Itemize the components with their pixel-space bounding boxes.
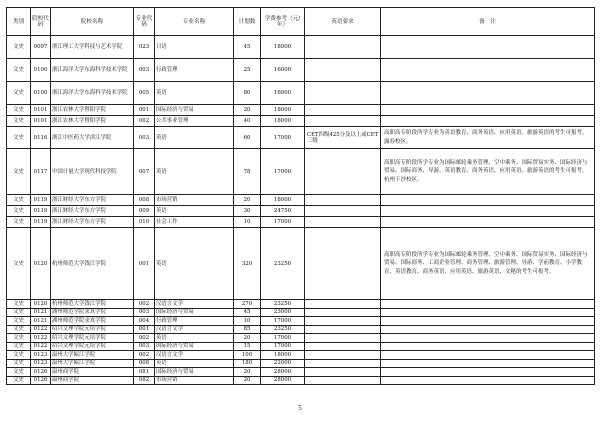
row-tuition: 17000 xyxy=(261,317,305,326)
row-major-code: 001 xyxy=(134,105,155,116)
row-tuition: 28000 xyxy=(261,376,305,385)
row-school-code: 0101 xyxy=(31,116,51,127)
row-english xyxy=(305,195,381,206)
row-plan: 45 xyxy=(234,36,261,59)
table-row xyxy=(7,334,595,343)
row-major-code: 082 xyxy=(134,376,155,385)
row-school-name: 浙江理工大学科技与艺术学院 xyxy=(51,36,134,59)
row-remarks xyxy=(381,368,595,377)
row-english xyxy=(305,105,381,116)
row-school-code: 0097 xyxy=(31,36,51,59)
row-remarks: 高职高专阶段所学专业为国际邮轮乘务管理、空中乘务、国际贸易实务、国际经济与贸易、国际商务、导游、英语教育、商务英语、应用英语、旅游英语的考生可报考。杭州下沙校区。 xyxy=(381,149,595,195)
header-school-code: 院校代码 xyxy=(31,8,51,36)
row-school-name: 浙江农林大学暨阳学院 xyxy=(51,105,134,116)
row-major-name: 英语 xyxy=(155,206,234,217)
row-major-name: 国际经济与贸易 xyxy=(155,368,234,377)
row-plan: 60 xyxy=(234,127,261,149)
row-category: 文史 xyxy=(7,351,31,360)
row-school-code: 0119 xyxy=(31,217,51,228)
row-major-name: 行政管理 xyxy=(155,59,234,82)
row-school-name: 绍兴文理学院元培学院 xyxy=(51,325,134,334)
row-english xyxy=(305,228,381,300)
row-tuition: 17000 xyxy=(261,334,305,343)
row-school-name: 温州商学院 xyxy=(51,376,134,385)
row-english xyxy=(305,82,381,105)
header-plan: 计划数 xyxy=(234,8,261,36)
row-plan: 20 xyxy=(234,105,261,116)
row-category: 文史 xyxy=(7,36,31,59)
row-remarks xyxy=(381,217,595,228)
row-major-code: 023 xyxy=(134,36,155,59)
row-major-name: 公共事业管理 xyxy=(155,116,234,127)
row-major-name: 英语 xyxy=(155,334,234,343)
row-major-code: 007 xyxy=(134,149,155,195)
row-school-code: 0116 xyxy=(31,127,51,149)
row-school-name: 浙江中医药大学滨江学院 xyxy=(51,127,134,149)
row-tuition: 16000 xyxy=(261,59,305,82)
row-tuition: 22000 xyxy=(261,359,305,368)
row-category: 文史 xyxy=(7,82,31,105)
row-school-name: 绍兴文理学院元培学院 xyxy=(51,334,134,343)
row-school-code: 0117 xyxy=(31,149,51,195)
row-category: 文史 xyxy=(7,368,31,377)
row-school-code: 0121 xyxy=(31,317,51,326)
row-english xyxy=(305,36,381,59)
row-english xyxy=(305,116,381,127)
row-major-code: 081 xyxy=(134,368,155,377)
header-major-name: 专业名称 xyxy=(155,8,234,36)
row-school-code: 0121 xyxy=(31,308,51,317)
row-school-name: 温州大学瓯江学院 xyxy=(51,351,134,360)
row-english xyxy=(305,376,381,385)
table-row xyxy=(7,36,595,59)
row-category: 文史 xyxy=(7,300,31,309)
row-major-code: 003 xyxy=(134,342,155,351)
row-major-name: 英语 xyxy=(155,149,234,195)
row-remarks xyxy=(381,376,595,385)
row-remarks: 高职高专阶段所学专业为国际邮轮乘务管理、空中乘务、国际贸易实务、国际经济与贸易、国际商务、工商企业管理、商务管理、旅游管理、导游、学前教育、小学教育、英语教育、商务英语、应用英语、旅游英语、文秘的考生可报考。 xyxy=(381,228,595,300)
row-remarks xyxy=(381,317,595,326)
row-major-name: 英语 xyxy=(155,127,234,149)
row-plan: 10 xyxy=(234,317,261,326)
row-major-name: 汉语言文学 xyxy=(155,325,234,334)
row-plan: 78 xyxy=(234,149,261,195)
row-school-name: 温州大学瓯江学院 xyxy=(51,359,134,368)
row-major-name: 市场营销 xyxy=(155,195,234,206)
row-category: 文史 xyxy=(7,105,31,116)
row-remarks xyxy=(381,359,595,368)
table-row xyxy=(7,206,595,217)
row-english xyxy=(305,217,381,228)
table-row xyxy=(7,351,595,360)
row-plan: 20 xyxy=(234,368,261,377)
row-school-code: 0126 xyxy=(31,368,51,377)
row-remarks xyxy=(381,351,595,360)
row-major-code: 009 xyxy=(134,206,155,217)
row-major-code: 003 xyxy=(134,308,155,317)
row-major-name: 英语 xyxy=(155,228,234,300)
row-remarks xyxy=(381,36,595,59)
row-remarks xyxy=(381,105,595,116)
row-category: 文史 xyxy=(7,325,31,334)
row-plan: 10 xyxy=(234,217,261,228)
row-major-code: 002 xyxy=(134,351,155,360)
row-english xyxy=(305,300,381,309)
row-school-code: 0100 xyxy=(31,82,51,105)
row-major-code: 003 xyxy=(134,59,155,82)
header-school-name: 院校名称 xyxy=(51,8,134,36)
table-row xyxy=(7,105,595,116)
row-remarks xyxy=(381,334,595,343)
row-plan: 180 xyxy=(234,359,261,368)
row-tuition: 16000 xyxy=(261,82,305,105)
row-plan: 25 xyxy=(234,59,261,82)
admission-table-sheet xyxy=(6,7,594,385)
page-number: 5 xyxy=(298,404,302,412)
row-remarks xyxy=(381,116,595,127)
table-row xyxy=(7,195,595,206)
row-remarks: 高职高专阶段所学专业为英语教育、商务英语、应用英语、旅游英语的考生可报考。露券校区。 xyxy=(381,127,595,149)
row-tuition: 23250 xyxy=(261,300,305,309)
row-plan: 20 xyxy=(234,195,261,206)
row-major-code: 003 xyxy=(134,127,155,149)
table-row xyxy=(7,59,595,82)
row-school-name: 浙江财经大学东方学院 xyxy=(51,195,134,206)
row-plan: 30 xyxy=(234,206,261,217)
row-category: 文史 xyxy=(7,206,31,217)
row-school-name: 湖州师范学院求真学院 xyxy=(51,308,134,317)
header-tuition: 学费参考（元/年） xyxy=(261,8,305,36)
table-body xyxy=(7,36,595,385)
row-plan: 40 xyxy=(234,116,261,127)
row-category: 文史 xyxy=(7,334,31,343)
row-major-code: 004 xyxy=(134,317,155,326)
row-school-code: 0123 xyxy=(31,351,51,360)
row-remarks xyxy=(381,308,595,317)
table-row xyxy=(7,300,595,309)
table-row xyxy=(7,368,595,377)
row-tuition: 23250 xyxy=(261,228,305,300)
row-major-name: 汉语言文学 xyxy=(155,300,234,309)
row-school-name: 浙江海洋大学东海科学技术学院 xyxy=(51,59,134,82)
row-category: 文史 xyxy=(7,228,31,300)
header-row xyxy=(7,8,595,36)
row-remarks xyxy=(381,195,595,206)
row-major-name: 日语 xyxy=(155,36,234,59)
row-plan: 20 xyxy=(234,376,261,385)
row-tuition: 18000 xyxy=(261,351,305,360)
row-major-name: 英语 xyxy=(155,82,234,105)
row-major-name: 国际经济与贸易 xyxy=(155,308,234,317)
row-plan: 80 xyxy=(234,82,261,105)
table-row xyxy=(7,127,595,149)
row-school-name: 湖州师范学院求真学院 xyxy=(51,317,134,326)
row-category: 文史 xyxy=(7,359,31,368)
row-major-name: 汉语言文学 xyxy=(155,351,234,360)
header-english: 英语要求 xyxy=(305,8,381,36)
row-school-code: 0122 xyxy=(31,325,51,334)
row-tuition: 18000 xyxy=(261,105,305,116)
row-tuition: 17000 xyxy=(261,127,305,149)
row-tuition: 18000 xyxy=(261,36,305,59)
row-plan: 85 xyxy=(234,325,261,334)
row-major-code: 005 xyxy=(134,82,155,105)
row-plan: 270 xyxy=(234,300,261,309)
row-major-name: 市场营销 xyxy=(155,376,234,385)
row-school-name: 浙江财经大学东方学院 xyxy=(51,217,134,228)
row-school-code: 0101 xyxy=(31,105,51,116)
row-school-code: 0119 xyxy=(31,195,51,206)
header-major-code: 专业代码 xyxy=(134,8,155,36)
row-english xyxy=(305,334,381,343)
row-english xyxy=(305,308,381,317)
table-row xyxy=(7,82,595,105)
row-major-code: 002 xyxy=(134,116,155,127)
row-category: 文史 xyxy=(7,195,31,206)
table-row xyxy=(7,308,595,317)
row-plan: 20 xyxy=(234,334,261,343)
row-school-name: 绍兴文理学院元培学院 xyxy=(51,342,134,351)
row-school-code: 0119 xyxy=(31,206,51,217)
table-row xyxy=(7,217,595,228)
row-remarks xyxy=(381,59,595,82)
row-remarks xyxy=(381,206,595,217)
row-major-name: 行政管理 xyxy=(155,317,234,326)
row-tuition: 23250 xyxy=(261,325,305,334)
row-school-code: 0123 xyxy=(31,359,51,368)
row-school-code: 0122 xyxy=(31,342,51,351)
row-major-code: 008 xyxy=(134,359,155,368)
row-major-name: 国际经济与贸易 xyxy=(155,342,234,351)
row-tuition: 23000 xyxy=(261,308,305,317)
table-row xyxy=(7,116,595,127)
row-school-name: 浙江农林大学暨阳学院 xyxy=(51,116,134,127)
table-row xyxy=(7,325,595,334)
row-school-code: 0120 xyxy=(31,228,51,300)
header-category: 类别 xyxy=(7,8,31,36)
row-english xyxy=(305,325,381,334)
row-category: 文史 xyxy=(7,217,31,228)
row-major-name: 社会工作 xyxy=(155,217,234,228)
row-school-code: 0100 xyxy=(31,59,51,82)
row-english xyxy=(305,317,381,326)
row-category: 文史 xyxy=(7,317,31,326)
row-category: 文史 xyxy=(7,127,31,149)
row-category: 文史 xyxy=(7,149,31,195)
row-school-name: 浙江海洋大学东海科学技术学院 xyxy=(51,82,134,105)
table-row xyxy=(7,342,595,351)
row-major-code: 008 xyxy=(134,195,155,206)
row-tuition: 17000 xyxy=(261,342,305,351)
row-school-name: 浙江财经大学东方学院 xyxy=(51,206,134,217)
row-school-name: 杭州师范大学钱江学院 xyxy=(51,300,134,309)
row-remarks xyxy=(381,342,595,351)
row-school-name: 中国计量大学现代科技学院 xyxy=(51,149,134,195)
row-major-name: 英语 xyxy=(155,359,234,368)
table-row xyxy=(7,317,595,326)
row-tuition: 18000 xyxy=(261,195,305,206)
row-school-code: 0122 xyxy=(31,334,51,343)
row-tuition: 17000 xyxy=(261,149,305,195)
row-english xyxy=(305,368,381,377)
row-tuition: 24750 xyxy=(261,206,305,217)
row-tuition: 28000 xyxy=(261,368,305,377)
row-english: CET四级425分及以上或CET三级 xyxy=(305,127,381,149)
row-remarks xyxy=(381,82,595,105)
row-category: 文史 xyxy=(7,376,31,385)
row-major-code: 002 xyxy=(134,334,155,343)
row-tuition: 18000 xyxy=(261,116,305,127)
table-row xyxy=(7,376,595,385)
row-remarks xyxy=(381,300,595,309)
row-english xyxy=(305,351,381,360)
row-major-code: 001 xyxy=(134,228,155,300)
header-remarks: 备 注 xyxy=(381,8,595,36)
row-english xyxy=(305,359,381,368)
row-major-code: 010 xyxy=(134,217,155,228)
row-school-code: 0120 xyxy=(31,300,51,309)
row-school-name: 杭州师范大学钱江学院 xyxy=(51,228,134,300)
row-major-name: 国际经济与贸易 xyxy=(155,105,234,116)
row-tuition: 17000 xyxy=(261,217,305,228)
row-english xyxy=(305,59,381,82)
row-plan: 15 xyxy=(234,342,261,351)
row-category: 文史 xyxy=(7,308,31,317)
row-english xyxy=(305,342,381,351)
row-english xyxy=(305,206,381,217)
row-plan: 320 xyxy=(234,228,261,300)
row-category: 文史 xyxy=(7,116,31,127)
table-row xyxy=(7,359,595,368)
row-major-code: 001 xyxy=(134,325,155,334)
row-remarks xyxy=(381,325,595,334)
row-plan: 100 xyxy=(234,351,261,360)
table-row xyxy=(7,228,595,300)
table-row xyxy=(7,149,595,195)
row-school-name: 温州商学院 xyxy=(51,368,134,377)
row-category: 文史 xyxy=(7,342,31,351)
row-english xyxy=(305,149,381,195)
row-school-code: 0126 xyxy=(31,376,51,385)
admission-table xyxy=(6,7,595,385)
row-major-code: 002 xyxy=(134,300,155,309)
row-plan: 45 xyxy=(234,308,261,317)
row-category: 文史 xyxy=(7,59,31,82)
